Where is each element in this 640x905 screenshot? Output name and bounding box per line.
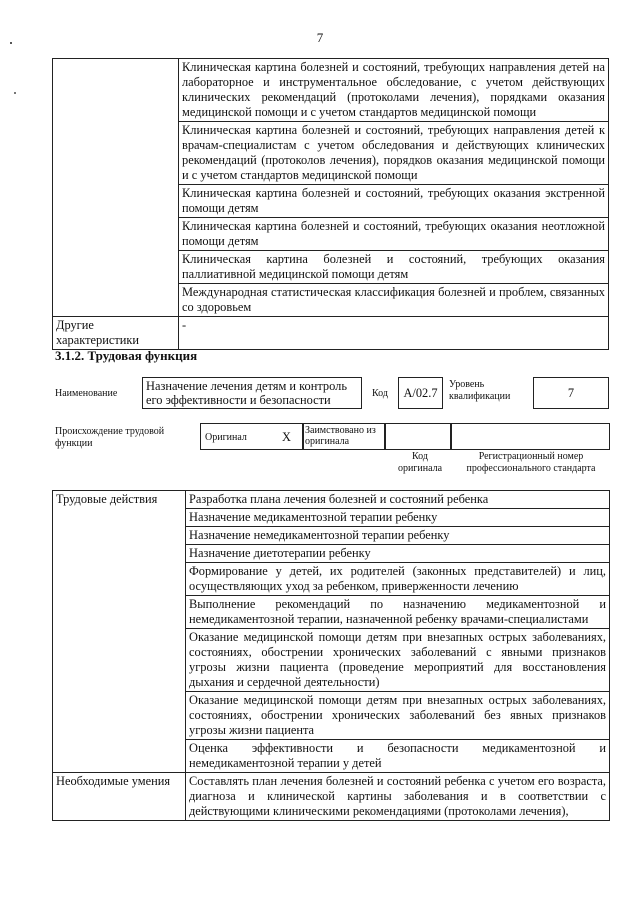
page-number: 7 xyxy=(316,30,324,45)
section-title: 3.1.2. Трудовая функция xyxy=(55,348,198,363)
row-label xyxy=(53,218,179,251)
row-label xyxy=(53,284,179,317)
borrowed-label: Заимствовано из оригинала xyxy=(305,425,376,447)
actions-table xyxy=(52,490,610,821)
divider xyxy=(384,423,386,450)
code-caption: Код оригинала xyxy=(397,451,443,474)
code-value-box xyxy=(398,377,443,409)
action-item: Выполнение рекомендаций по назначению медикаментозной и немедикаментозной терапии, назначенной ребенку врачами-специалистами xyxy=(186,596,610,629)
origin-label: Происхождение трудовой функции xyxy=(55,426,165,449)
table-row xyxy=(53,773,610,821)
row-label: Другие характеристики xyxy=(53,317,179,350)
group-label: Трудовые действия xyxy=(53,491,186,773)
row-label xyxy=(53,185,179,218)
level-value: 7 xyxy=(567,386,575,400)
code-value: А/02.7 xyxy=(403,386,438,400)
table-row xyxy=(53,251,609,284)
row-text: Клиническая картина болезней и состояний, требующих оказания неотложной помощи детям xyxy=(179,218,609,251)
table-row xyxy=(53,122,609,185)
table-row xyxy=(53,317,609,350)
action-item: Оценка эффективности и безопасности медикаментозной и немедикаментозной терапии у детей xyxy=(186,740,610,773)
row-label xyxy=(53,122,179,185)
function-name-value: Назначение лечения детям и контроль его эффективности и безопасности xyxy=(146,379,347,407)
original-label: Оригинал xyxy=(205,432,247,443)
code-label: Код xyxy=(372,388,388,399)
row-text: Клиническая картина болезней и состояний, требующих оказания экстренной помощи детям xyxy=(179,185,609,218)
reg-caption: Регистрационный номер профессионального стандарта xyxy=(466,451,596,474)
level-value-box xyxy=(533,377,609,409)
row-text: Международная статистическая классификация болезней и проблем, связанных со здоровьем xyxy=(179,284,609,317)
original-mark: Х xyxy=(282,430,291,444)
action-item: Назначение немедикаментозной терапии ребенку xyxy=(186,527,610,545)
row-text: Клиническая картина болезней и состояний, требующих направления детей на лабораторное и инструментальное обследование, с учетом действующих клинических рекомендаций (протоколами лечения), порядками оказания медицинской помощи и с учетом стандартов медицинской помощи xyxy=(179,59,609,122)
action-item: Оказание медицинской помощи детям при внезапных острых заболеваниях, состояниях, обострении хронических заболеваний с явными признаков угрозы жизни пациента (проведение мероприятий для восстановления дыхания и сердечной деятельности) xyxy=(186,629,610,692)
row-label xyxy=(53,59,179,122)
row-text: Клиническая картина болезней и состояний, требующих оказания паллиативной медицинской помощи детям xyxy=(179,251,609,284)
divider xyxy=(450,423,452,450)
table-row xyxy=(53,185,609,218)
action-item: Оказание медицинской помощи детям при внезапных острых заболеваниях, состояниях, обострении хронических заболеваний без явных признаков угрозы жизни пациента xyxy=(186,692,610,740)
table-row xyxy=(53,491,610,509)
knowledge-table xyxy=(52,58,609,350)
scan-speck xyxy=(14,92,16,94)
action-item: Разработка плана лечения болезней и состояний ребенка xyxy=(186,491,610,509)
action-item: Формирование у детей, их родителей (законных представителей) и лиц, осуществляющих уход за ребенком, приверженности лечению xyxy=(186,563,610,596)
origin-box xyxy=(200,423,610,450)
action-item: Назначение диетотерапии ребенку xyxy=(186,545,610,563)
group-label: Необходимые умения xyxy=(53,773,186,821)
function-name-box xyxy=(142,377,362,409)
table-row xyxy=(53,59,609,122)
name-label: Наименование xyxy=(55,388,118,399)
table-row xyxy=(53,284,609,317)
row-text: Клиническая картина болезней и состояний, требующих направления детей к врачам-специалистам с учетом обследования и действующих клинических рекомендаций (протоколов лечения), порядков оказания медицинской помощи и с учетом стандартов медицинской помощи xyxy=(179,122,609,185)
action-item: Назначение медикаментозной терапии ребенку xyxy=(186,509,610,527)
action-item: Составлять план лечения болезней и состояний ребенка с учетом его возраста, диагноза и клинической картины заболевания и в соответствии с действующими клиническими рекомендациями (протоколами лечения), xyxy=(186,773,610,821)
divider xyxy=(302,423,304,450)
level-label: Уровень квалификации xyxy=(449,379,511,402)
row-label xyxy=(53,251,179,284)
table-row xyxy=(53,218,609,251)
row-text: - xyxy=(179,317,609,350)
